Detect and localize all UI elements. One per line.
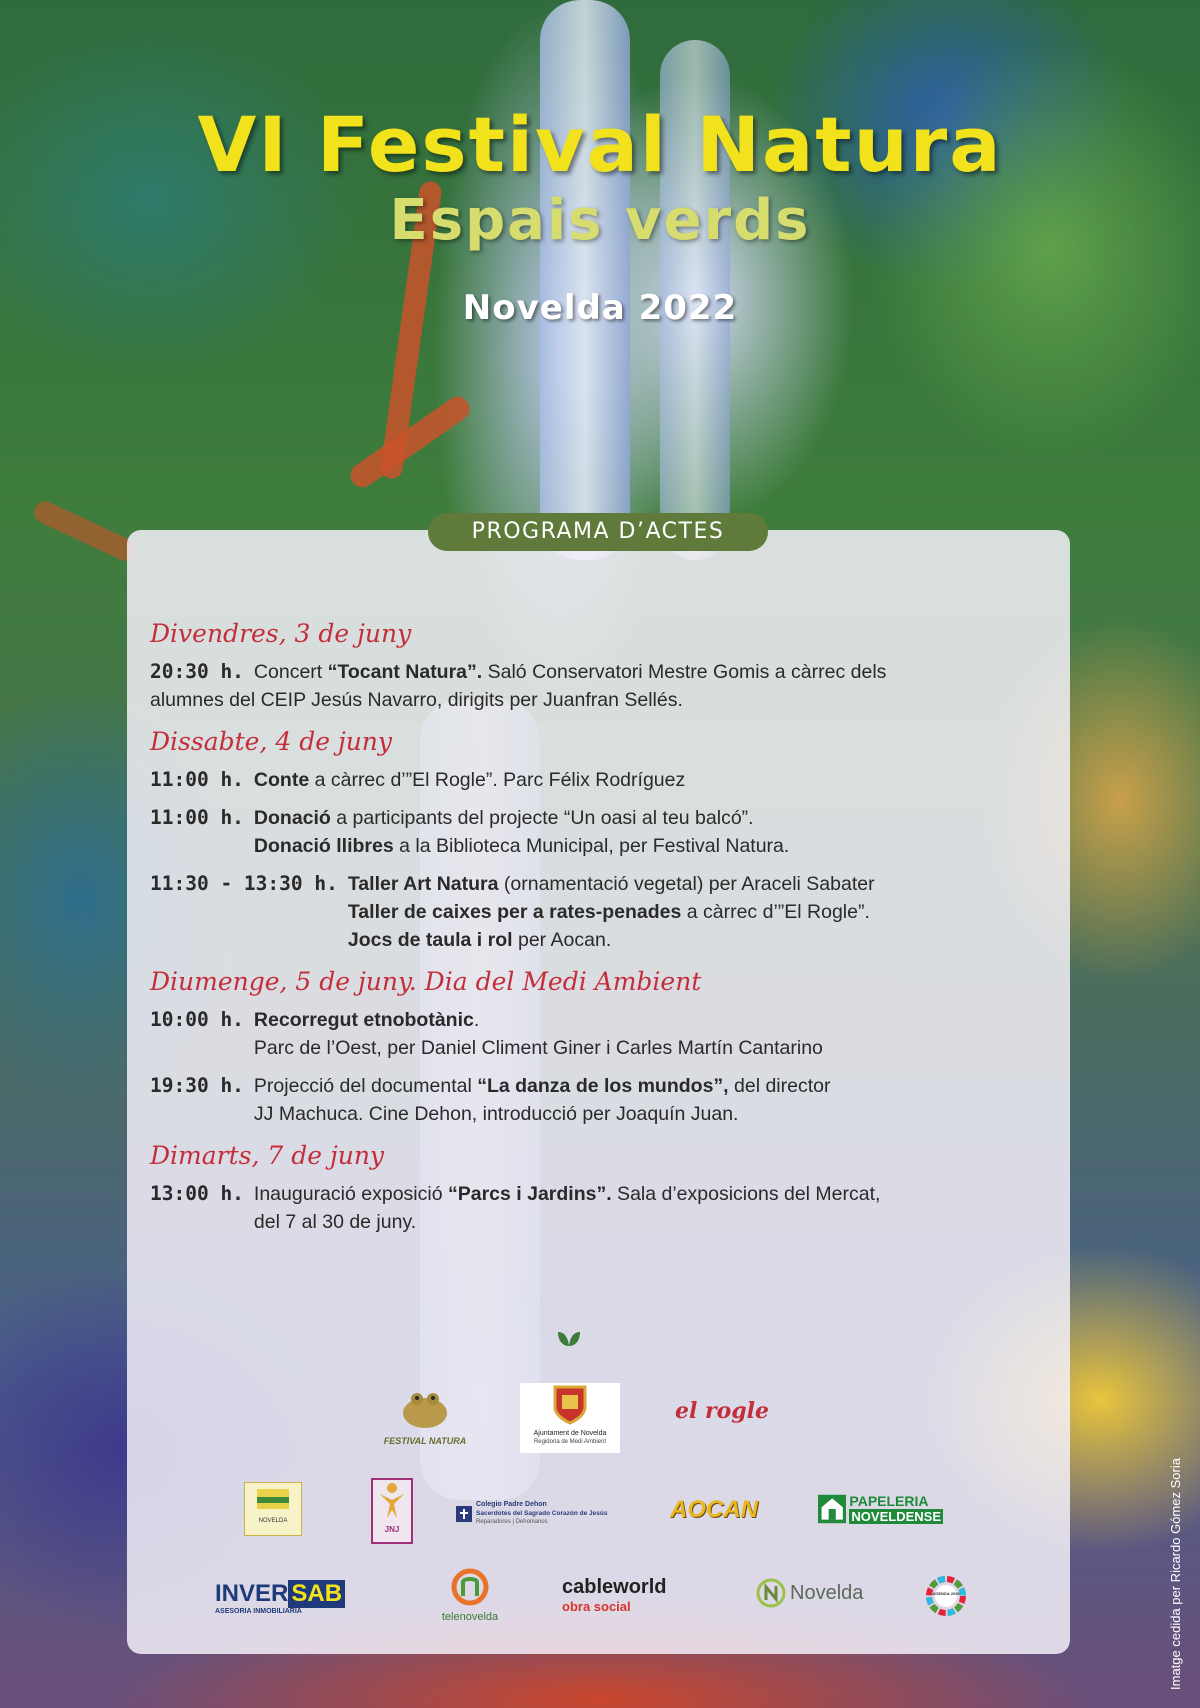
day-heading: Dissabte, 4 de juny (150, 727, 393, 756)
toad-icon (399, 1385, 451, 1431)
dehon-name: Colegio Padre Dehon (476, 1501, 547, 1508)
background-branch (31, 498, 140, 564)
novelda-club-logo (244, 1482, 302, 1536)
event-item (150, 766, 1050, 794)
novelda-small-text: NOVELDA (258, 1518, 288, 1524)
event-highlight: Conte (253, 769, 310, 791)
festival-title: VI Festival Natura (197, 100, 1003, 189)
event-text: per Aocan. (512, 929, 612, 951)
novelda-n-icon (756, 1578, 786, 1608)
event-text: Parc de l’Oest, per Daniel Climent Giner i Carles Martín Cantarino (253, 1037, 823, 1059)
event-item (150, 1072, 1050, 1128)
event-item (150, 804, 1050, 860)
event-highlight: Jocs de taula i rol (347, 929, 513, 951)
event-text: Concert (253, 661, 328, 683)
event-text: JJ Machuca. Cine Dehon, introducció per Joaquín Juan. (253, 1103, 739, 1125)
event-text: Projecció del documental (253, 1075, 478, 1097)
image-credit: Imatge cedida per Ricardo Gómez Soria (1168, 1458, 1183, 1690)
agenda-2030-logo (926, 1576, 966, 1616)
tv-n-icon (451, 1568, 489, 1606)
event-time: 10:00 h. (150, 1008, 244, 1031)
inver-text: INVER (215, 1580, 289, 1607)
aocan-logo (670, 1496, 758, 1524)
jnj-logo (371, 1478, 413, 1544)
dehon-logo (456, 1500, 624, 1527)
shop-icon (818, 1493, 846, 1525)
papeleria-line2: NOVELDENSE (851, 1509, 941, 1524)
inversab-logo (215, 1580, 355, 1615)
dehon-order: Sacerdotes del Sagrado Corazón de Jesús (476, 1510, 608, 1517)
crest-icon (253, 1483, 293, 1513)
ajuntament-logo (520, 1383, 620, 1453)
novelda-logo (756, 1578, 876, 1608)
el-rogle-text: el rogle (674, 1398, 769, 1424)
novelda-logo-text: Novelda (790, 1581, 864, 1604)
day-heading: Dimarts, 7 de juny (150, 1141, 385, 1170)
agenda-2030-text: AGENDA 2030 (932, 1591, 960, 1596)
event-time: 19:30 h. (150, 1074, 244, 1097)
event-text: . (473, 1009, 480, 1031)
event-text: a la Biblioteca Municipal, per Festival Natura. (393, 835, 790, 857)
cableworld-text: cableworld (562, 1576, 667, 1598)
event-item (150, 1180, 1050, 1236)
cableworld-sub: obra social (562, 1599, 631, 1614)
event-highlight: “La danza de los mundos”, (477, 1075, 729, 1097)
event-item (150, 870, 1050, 954)
ajuntament-department: Regidoria de Medi Ambient (533, 1439, 607, 1445)
leaf-icon (556, 1328, 582, 1348)
person-icon (377, 1480, 407, 1520)
event-text: a participants del projecte “Un oasi al teu balcó”. (330, 807, 754, 829)
sab-text: SAB (288, 1580, 345, 1608)
program-list (150, 620, 1050, 1246)
festival-natura-logo (380, 1385, 470, 1446)
aocan-text: AOCAN (670, 1496, 758, 1523)
papeleria-logo (818, 1492, 943, 1526)
festival-place-year: Novelda 2022 (462, 288, 738, 328)
event-highlight: Donació (253, 807, 331, 829)
event-text: alumnes del CEIP Jesús Navarro, dirigits per Juanfran Sellés. (150, 689, 683, 711)
event-text: a càrrec d’”El Rogle”. (681, 901, 870, 923)
event-time: 20:30 h. (150, 660, 244, 683)
event-text: del 7 al 30 de juny. (253, 1211, 417, 1233)
event-text: Sala d’exposicions del Mercat, (611, 1183, 881, 1205)
event-text: Inauguració exposició (253, 1183, 448, 1205)
event-time: 13:00 h. (150, 1182, 244, 1205)
event-item (150, 1006, 1050, 1062)
event-highlight: “Tocant Natura”. (327, 661, 483, 683)
event-highlight: Recorregut etnobotànic (253, 1009, 474, 1031)
day-heading: Divendres, 3 de juny (150, 619, 412, 648)
festival-natura-logo-text: FESTIVAL NATURA (383, 1436, 467, 1446)
event-highlight: Taller Art Natura (347, 873, 499, 895)
event-highlight: Donació llibres (253, 835, 394, 857)
el-rogle-logo (672, 1398, 772, 1424)
event-item (150, 658, 1050, 686)
event-time: 11:30 - 13:30 h. (150, 872, 338, 895)
inversab-sub: ASESORIA INMOBILIARIA (215, 1608, 302, 1615)
coat-of-arms-icon (550, 1383, 590, 1425)
day-heading: Diumenge, 5 de juny. Dia del Medi Ambient (150, 967, 702, 996)
event-time: 11:00 h. (150, 806, 244, 829)
cableworld-logo (562, 1576, 692, 1614)
event-text: Saló Conservatori Mestre Gomis a càrrec dels (482, 661, 887, 683)
program-badge: PROGRAMA D’ACTES (428, 513, 768, 551)
ajuntament-name: Ajuntament de Novelda (533, 1430, 607, 1437)
papeleria-line1: PAPELERIA (849, 1493, 929, 1509)
telenovelda-logo (430, 1568, 510, 1623)
event-text: a càrrec d’”El Rogle”. Parc Félix Rodríguez (309, 769, 686, 791)
event-highlight: “Parcs i Jardins”. (447, 1183, 612, 1205)
festival-subtitle: Espais verds (389, 188, 811, 253)
event-text: (ornamentació vegetal) per Araceli Sabater (498, 873, 875, 895)
event-text: del director (728, 1075, 831, 1097)
event-highlight: Taller de caixes per a rates-penades (347, 901, 682, 923)
telenovelda-text: telenovelda (441, 1611, 499, 1623)
jnj-text: JNJ (384, 1525, 400, 1534)
event-time: 11:00 h. (150, 768, 244, 791)
dehon-sub: Reparadores | Dehonianos (476, 1519, 548, 1525)
cross-icon (456, 1506, 472, 1522)
sdg-wheel-icon (926, 1576, 966, 1616)
background-trunk (540, 0, 630, 560)
